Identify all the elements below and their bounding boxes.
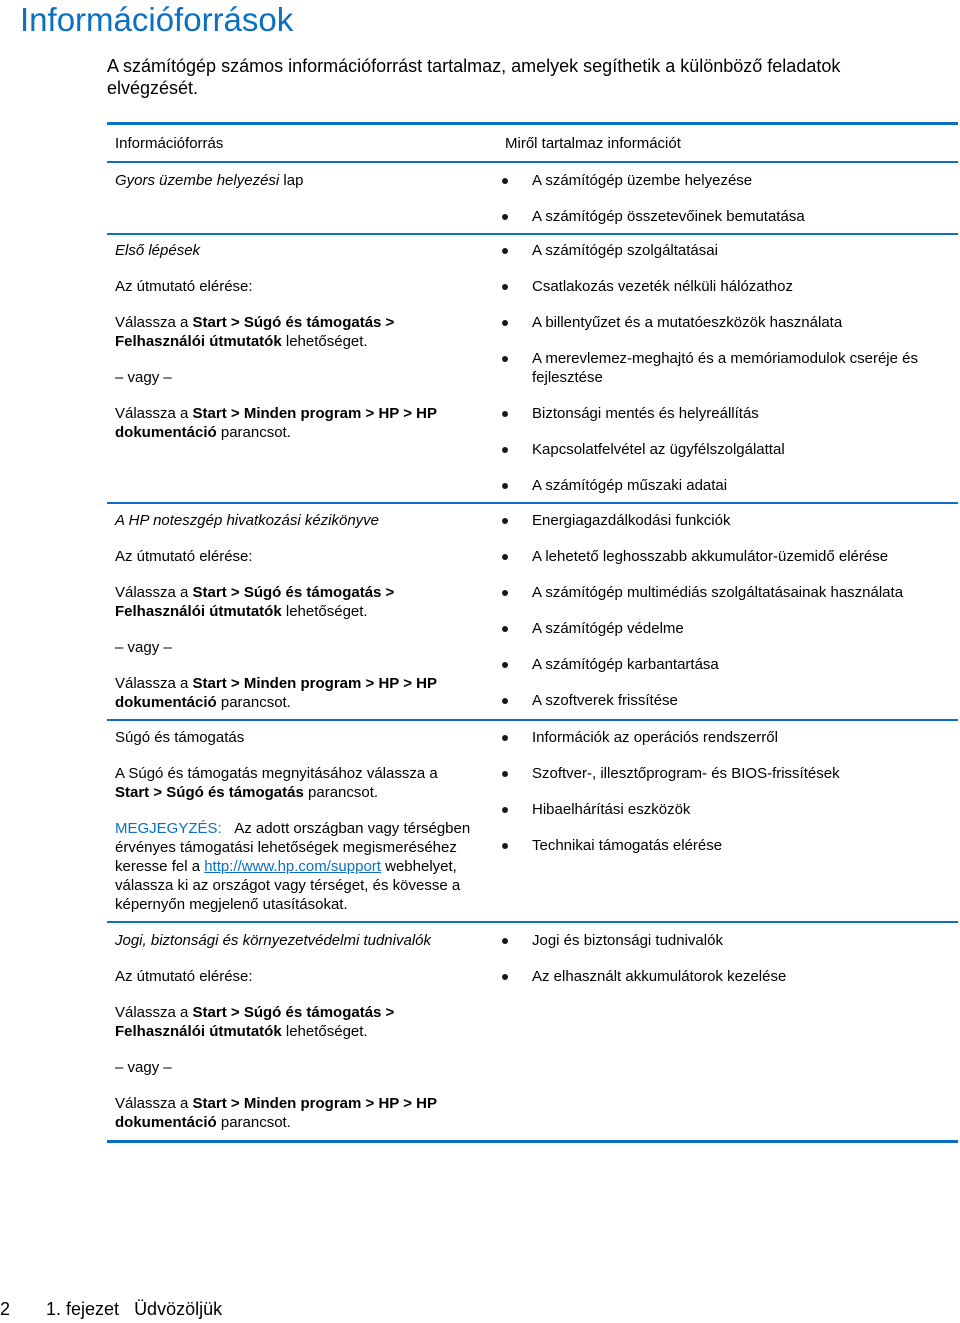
page-title: Információforrások — [20, 1, 294, 38]
note-label: MEGJEGYZÉS: — [115, 820, 222, 837]
list-item: Hibaelhárítási eszközök — [491, 800, 958, 819]
path-help: Válassza a Start > Súgó és támogatás > Felhasználói útmutatók lehetőséget. — [115, 584, 395, 620]
list-item: Kapcsolatfelvétel az ügyfélszolgálattal — [491, 440, 958, 459]
path-all-programs: Válassza a Start > Minden program > HP > HP dokumentáció parancsot. — [115, 1095, 437, 1131]
topic-list — [491, 931, 958, 986]
topic-list — [491, 241, 958, 495]
path-all-programs: Válassza a Start > Minden program > HP > HP dokumentáció parancsot. — [115, 675, 437, 711]
list-item: Energiagazdálkodási funkciók — [491, 511, 958, 530]
list-item: A billentyűzet és a mutatóeszközök használata — [491, 313, 958, 332]
access-label: Az útmutató elérése: — [115, 548, 253, 565]
list-item: A számítógép multimédiás szolgáltatásainak használata — [491, 583, 958, 602]
open-help-instruction: A Súgó és támogatás megnyitásához válassza a Start > Súgó és támogatás parancsot. — [115, 765, 438, 801]
list-item: A számítógép védelme — [491, 619, 958, 638]
page-footer — [0, 1298, 222, 1320]
header-source: Információforrás — [115, 134, 224, 152]
source-getting-started: Első lépések — [115, 242, 201, 259]
list-item: Jogi és biztonsági tudnivalók — [491, 931, 958, 950]
list-item: A lehetető leghosszabb akkumulátor-üzemidő elérése — [491, 547, 958, 566]
list-item: A számítógép karbantartása — [491, 655, 958, 674]
table-row — [107, 163, 958, 235]
list-item: Technikai támogatás elérése — [491, 836, 958, 855]
page-number: 2 — [0, 1299, 11, 1319]
chapter-title: Üdvözöljük — [134, 1299, 223, 1319]
table-row — [107, 504, 958, 721]
source-help-support: Súgó és támogatás — [115, 729, 245, 746]
source-quick-setup: Gyors üzembe helyezési lap — [115, 172, 304, 189]
header-info: Miről tartalmaz információt — [505, 134, 681, 152]
topic-list — [491, 511, 958, 710]
list-item: Csatlakozás vezeték nélküli hálózathoz — [491, 277, 958, 296]
table-row — [107, 721, 958, 923]
path-help: Válassza a Start > Súgó és támogatás > Felhasználói útmutatók lehetőséget. — [115, 1004, 395, 1040]
list-item: Az elhasznált akkumulátorok kezelése — [491, 967, 958, 986]
topic-list — [491, 728, 958, 855]
source-regulatory-notices: Jogi, biztonsági és környezetvédelmi tudnivalók — [115, 932, 432, 949]
access-label: Az útmutató elérése: — [115, 968, 253, 985]
topic-list — [491, 171, 958, 226]
table-header — [107, 125, 958, 163]
list-item: A számítógép összetevőinek bemutatása — [491, 207, 958, 226]
chapter-label: 1. fejezet — [46, 1299, 120, 1319]
list-item: A számítógép üzembe helyezése — [491, 171, 958, 190]
access-label: Az útmutató elérése: — [115, 278, 253, 295]
list-item: A számítógép szolgáltatásai — [491, 241, 958, 260]
support-link[interactable]: http://www.hp.com/support — [204, 858, 381, 875]
or-separator: – vagy – — [115, 1059, 172, 1076]
or-separator: – vagy – — [115, 369, 172, 386]
list-item: Információk az operációs rendszerről — [491, 728, 958, 747]
list-item: Biztonsági mentés és helyreállítás — [491, 404, 958, 423]
intro-text: A számítógép számos információforrást tartalmaz, amelyek segíthetik a különböző feladatok elvégzését. — [107, 56, 841, 98]
list-item: A szoftverek frissítése — [491, 691, 958, 710]
list-item: A számítógép műszaki adatai — [491, 476, 958, 495]
source-reference-guide: A HP noteszgép hivatkozási kézikönyve — [115, 512, 380, 529]
list-item: Szoftver-, illesztőprogram- és BIOS-frissítések — [491, 764, 958, 783]
or-separator: – vagy – — [115, 639, 172, 656]
path-help: Válassza a Start > Súgó és támogatás > Felhasználói útmutatók lehetőséget. — [115, 314, 395, 350]
support-note: MEGJEGYZÉS: Az adott országban vagy térségben érvényes támogatási lehetőségek megismeréséhez keresse fel a http://www.hp.com/support webhelyet, válassza ki az országot vagy térséget, és kövesse a képernyőn megjelenő utasításokat. — [115, 820, 471, 913]
info-sources-table — [107, 122, 958, 1143]
table-row — [107, 235, 958, 504]
list-item: A merevlemez-meghajtó és a memóriamodulok cseréje és fejlesztése — [491, 349, 958, 387]
table-row — [107, 923, 958, 1143]
path-all-programs: Válassza a Start > Minden program > HP > HP dokumentáció parancsot. — [115, 405, 437, 441]
